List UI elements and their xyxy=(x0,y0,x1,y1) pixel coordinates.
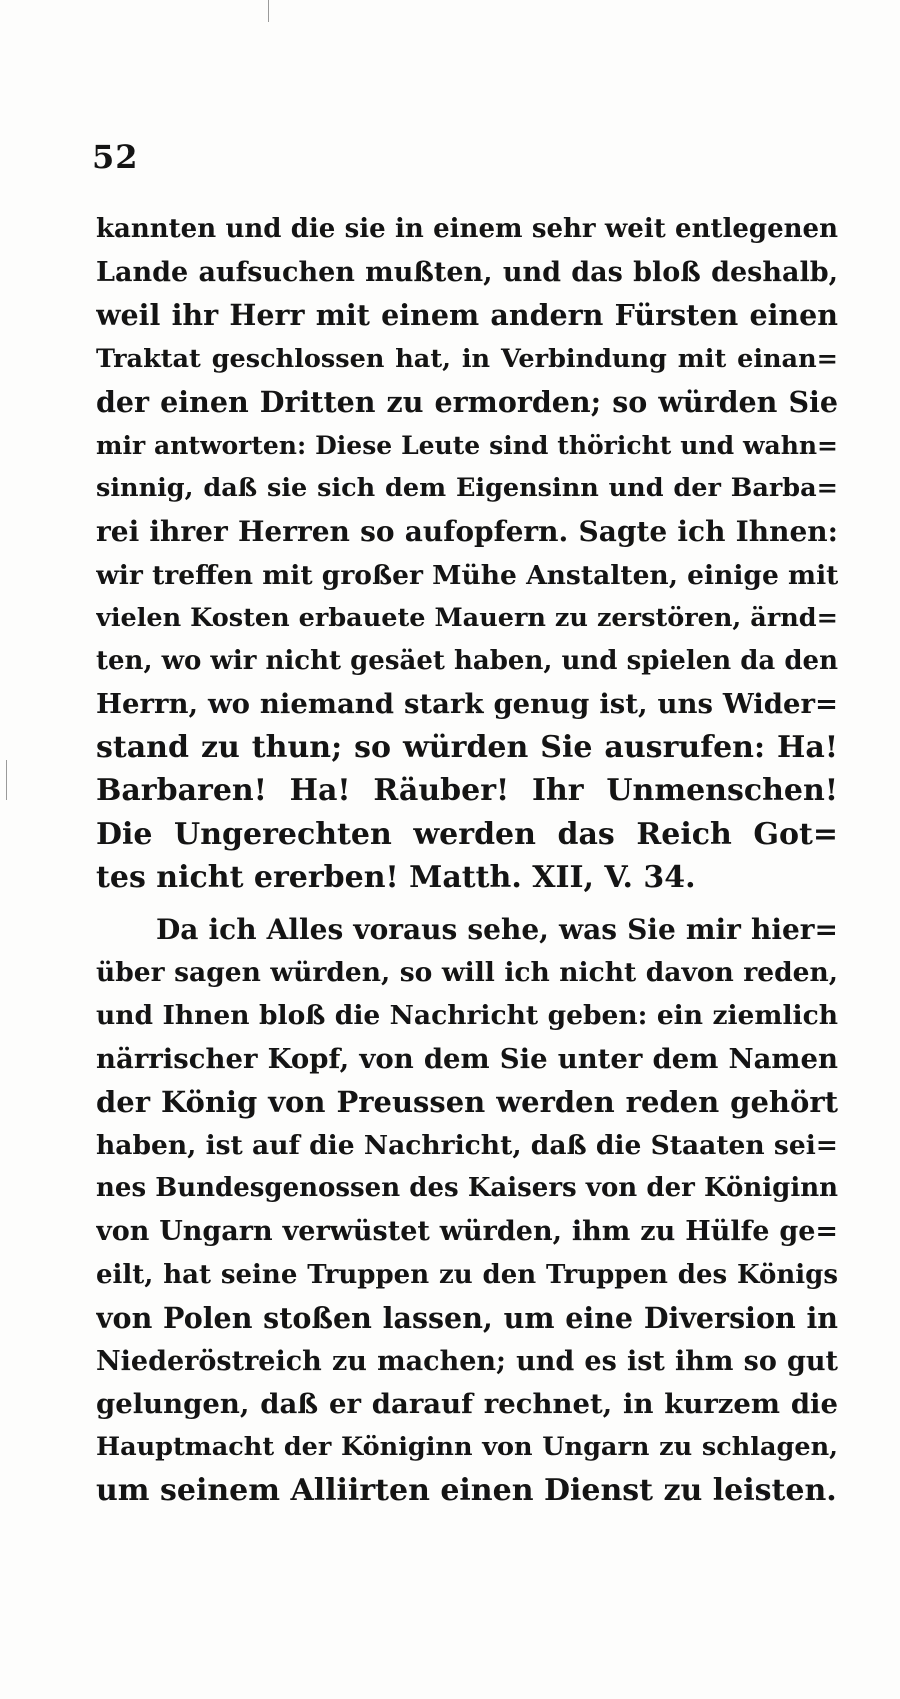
text-line: Traktat geschlossen hat, in Verbindung mit einan= xyxy=(96,343,838,374)
text-line: eilt, hat seine Truppen zu den Truppen des Königs xyxy=(96,1259,838,1290)
text-line: Die Ungerechten werden das Reich Got= xyxy=(96,816,838,852)
text-line: kannten und die sie in einem sehr weit entlegenen xyxy=(96,214,838,244)
text-line: stand zu thun; so würden Sie ausrufen: Ha! xyxy=(96,730,838,766)
text-line: Niederöstreich zu machen; und es ist ihm so gut xyxy=(96,1345,838,1377)
text-line: und Ihnen bloß die Nachricht geben: ein ziemlich xyxy=(96,1000,838,1032)
text-line: Lande aufsuchen mußten, und das bloß deshalb, xyxy=(96,257,838,289)
text-line: Barbaren! Ha! Räuber! Ihr Unmenschen! xyxy=(96,773,838,809)
text-line: um seinem Alliirten einen Dienst zu leisten. xyxy=(96,1473,837,1509)
paragraph xyxy=(96,908,838,1513)
text-line: sinnig, daß sie sich dem Eigensinn und der Barba= xyxy=(96,473,838,504)
text-line: Hauptmacht der Königinn von Ungarn zu schlagen, xyxy=(96,1432,838,1463)
text-line: Herrn, wo niemand stark genug ist, uns Wider= xyxy=(96,688,838,721)
text-line: gelungen, daß er darauf rechnet, in kurzem die xyxy=(96,1388,838,1421)
text-line: über sagen würden, so will ich nicht davon reden, xyxy=(96,957,838,989)
text-line: rei ihrer Herren so aufopfern. Sagte ich Ihnen: xyxy=(96,515,838,549)
paragraph xyxy=(96,208,838,899)
text-line: mir antworten: Diese Leute sind thöricht und wahn= xyxy=(96,430,838,460)
text-line: von Polen stoßen lassen, um eine Diversion in xyxy=(96,1300,838,1335)
text-line: närrischer Kopf, von dem Sie unter dem Namen xyxy=(96,1042,838,1075)
text-line: nes Bundesgenossen des Kaisers von der Königinn xyxy=(96,1173,838,1204)
page-number: 52 xyxy=(92,138,139,176)
text-line: vielen Kosten erbauete Mauern zu zerstören, ärnd= xyxy=(96,602,838,633)
text-line: von Ungarn verwüstet würden, ihm zu Hülfe ge= xyxy=(96,1216,838,1248)
text-line: wir treffen mit großer Mühe Anstalten, einige mit xyxy=(96,559,838,591)
text-line: der einen Dritten zu ermorden; so würden Sie xyxy=(96,384,838,419)
page-edge-mark xyxy=(6,760,7,800)
text-line: tes nicht ererben! Matth. XII, V. 34. xyxy=(96,859,696,895)
text-line: Da ich Alles voraus sehe, was Sie mir hier= xyxy=(156,913,838,946)
page-edge-mark xyxy=(268,0,269,22)
text-line: weil ihr Herr mit einem andern Fürsten einen xyxy=(96,298,838,333)
text-line: der König von Preussen werden reden gehört xyxy=(96,1084,838,1119)
text-line: ten, wo wir nicht gesäet haben, und spielen da den xyxy=(96,645,838,676)
text-line: haben, ist auf die Nachricht, daß die Staaten sei= xyxy=(96,1129,838,1161)
